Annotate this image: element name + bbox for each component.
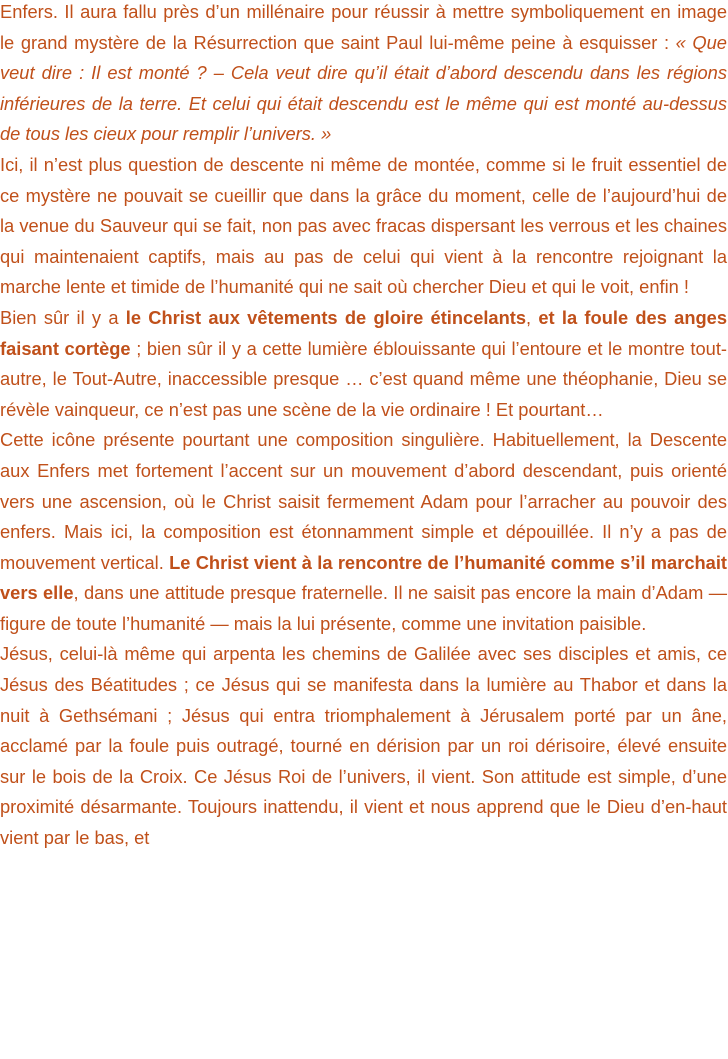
paragraph-2-text: Ici, il n’est plus question de descente ni même de montée, comme si le fruit essentiel de ce mystère ne pouvait se cueillir que dans la grâce du moment, celle de l’aujourd’hui de la venue du Sauveur qui se fait, non pas avec fracas dispersant les verrous et les chaines qui maintenaient captifs, mais au pas de celui qui vient à la rencontre rejoignant la marche lente et timide de l’humanité qui ne sait où chercher Dieu et qui le voit, enfin ! xyxy=(0,153,727,298)
paragraph-3-text-c: ; bien sûr il y a cette lumière éblouissante qui l’entoure et le montre tout-autre, le Tout-Autre, inaccessible presque … c’est quand même une théophanie, Dieu se révèle vainqueur, ce n’est pas une scène de la vie ordinaire ! Et pourtant… xyxy=(0,337,727,420)
emphasis-christ-glory: le Christ aux vêtements de gloire étincelants xyxy=(125,306,527,328)
emphasis-angels: et la foule des anges faisant cortège xyxy=(0,306,727,359)
paragraph-2 xyxy=(0,150,727,303)
paragraph-4 xyxy=(0,425,727,639)
paragraph-5 xyxy=(0,639,727,853)
emphasis-christ-meets-humanity: Le Christ vient à la rencontre de l’humanité comme s’il marchait vers elle xyxy=(0,551,727,604)
paragraph-4-text-a: Cette icône présente pourtant une composition singulière. Habituellement, la Descente aux Enfers met fortement l’accent sur un mouvement d’abord descendant, puis orienté vers une ascension, où le Christ saisit fermement Adam pour l’arracher au pouvoir des enfers. Mais ici, la composition est étonnamment simple et dépouillée. Il n’y a pas de mouvement vertical. xyxy=(0,429,727,573)
paragraph-3-text-a: Bien sûr il y a xyxy=(0,306,126,328)
paragraph-1-text: Enfers. Il aura fallu près d’un millénaire pour réussir à mettre symboliquement en image le grand mystère de la Résurrection que saint Paul lui-même peine à esquisser : xyxy=(0,1,727,53)
paragraph-3 xyxy=(0,303,727,425)
paragraph-5-text: Jésus, celui-là même qui arpenta les chemins de Galilée avec ses disciples et amis, ce Jésus des Béatitudes ; ce Jésus qui se manifesta dans la lumière au Thabor et dans la nuit à Gethsémani ; Jésus qui entra triomphalement à Jérusalem porté par un âne, acclamé par la foule puis outragé, tourné en dérision par un roi dérisoire, élevé ensuite sur le bois de la Croix. Ce Jésus Roi de l’univers, il vient. Son attitude est simple, d’une proximité désarmante. Toujours inattendu, il vient et nous apprend que le Dieu d’en-haut vient par le bas, et xyxy=(0,643,727,849)
paragraph-4-text-b: , dans une attitude presque fraternelle. Il ne saisit pas encore la main d’Adam — figure de toute l’humanité — mais la lui présente, comme une invitation paisible. xyxy=(0,582,727,634)
paragraph-1 xyxy=(0,0,727,150)
paragraph-3-text-b: , xyxy=(526,306,539,328)
scripture-quote: « Que veut dire : Il est monté ? – Cela veut dire qu’il était d’abord descendu dans les régions inférieures de la terre. Et celui qui était descendu est le même qui est monté au-dessus de tous les cieux pour remplir l’univers. » xyxy=(0,31,727,145)
